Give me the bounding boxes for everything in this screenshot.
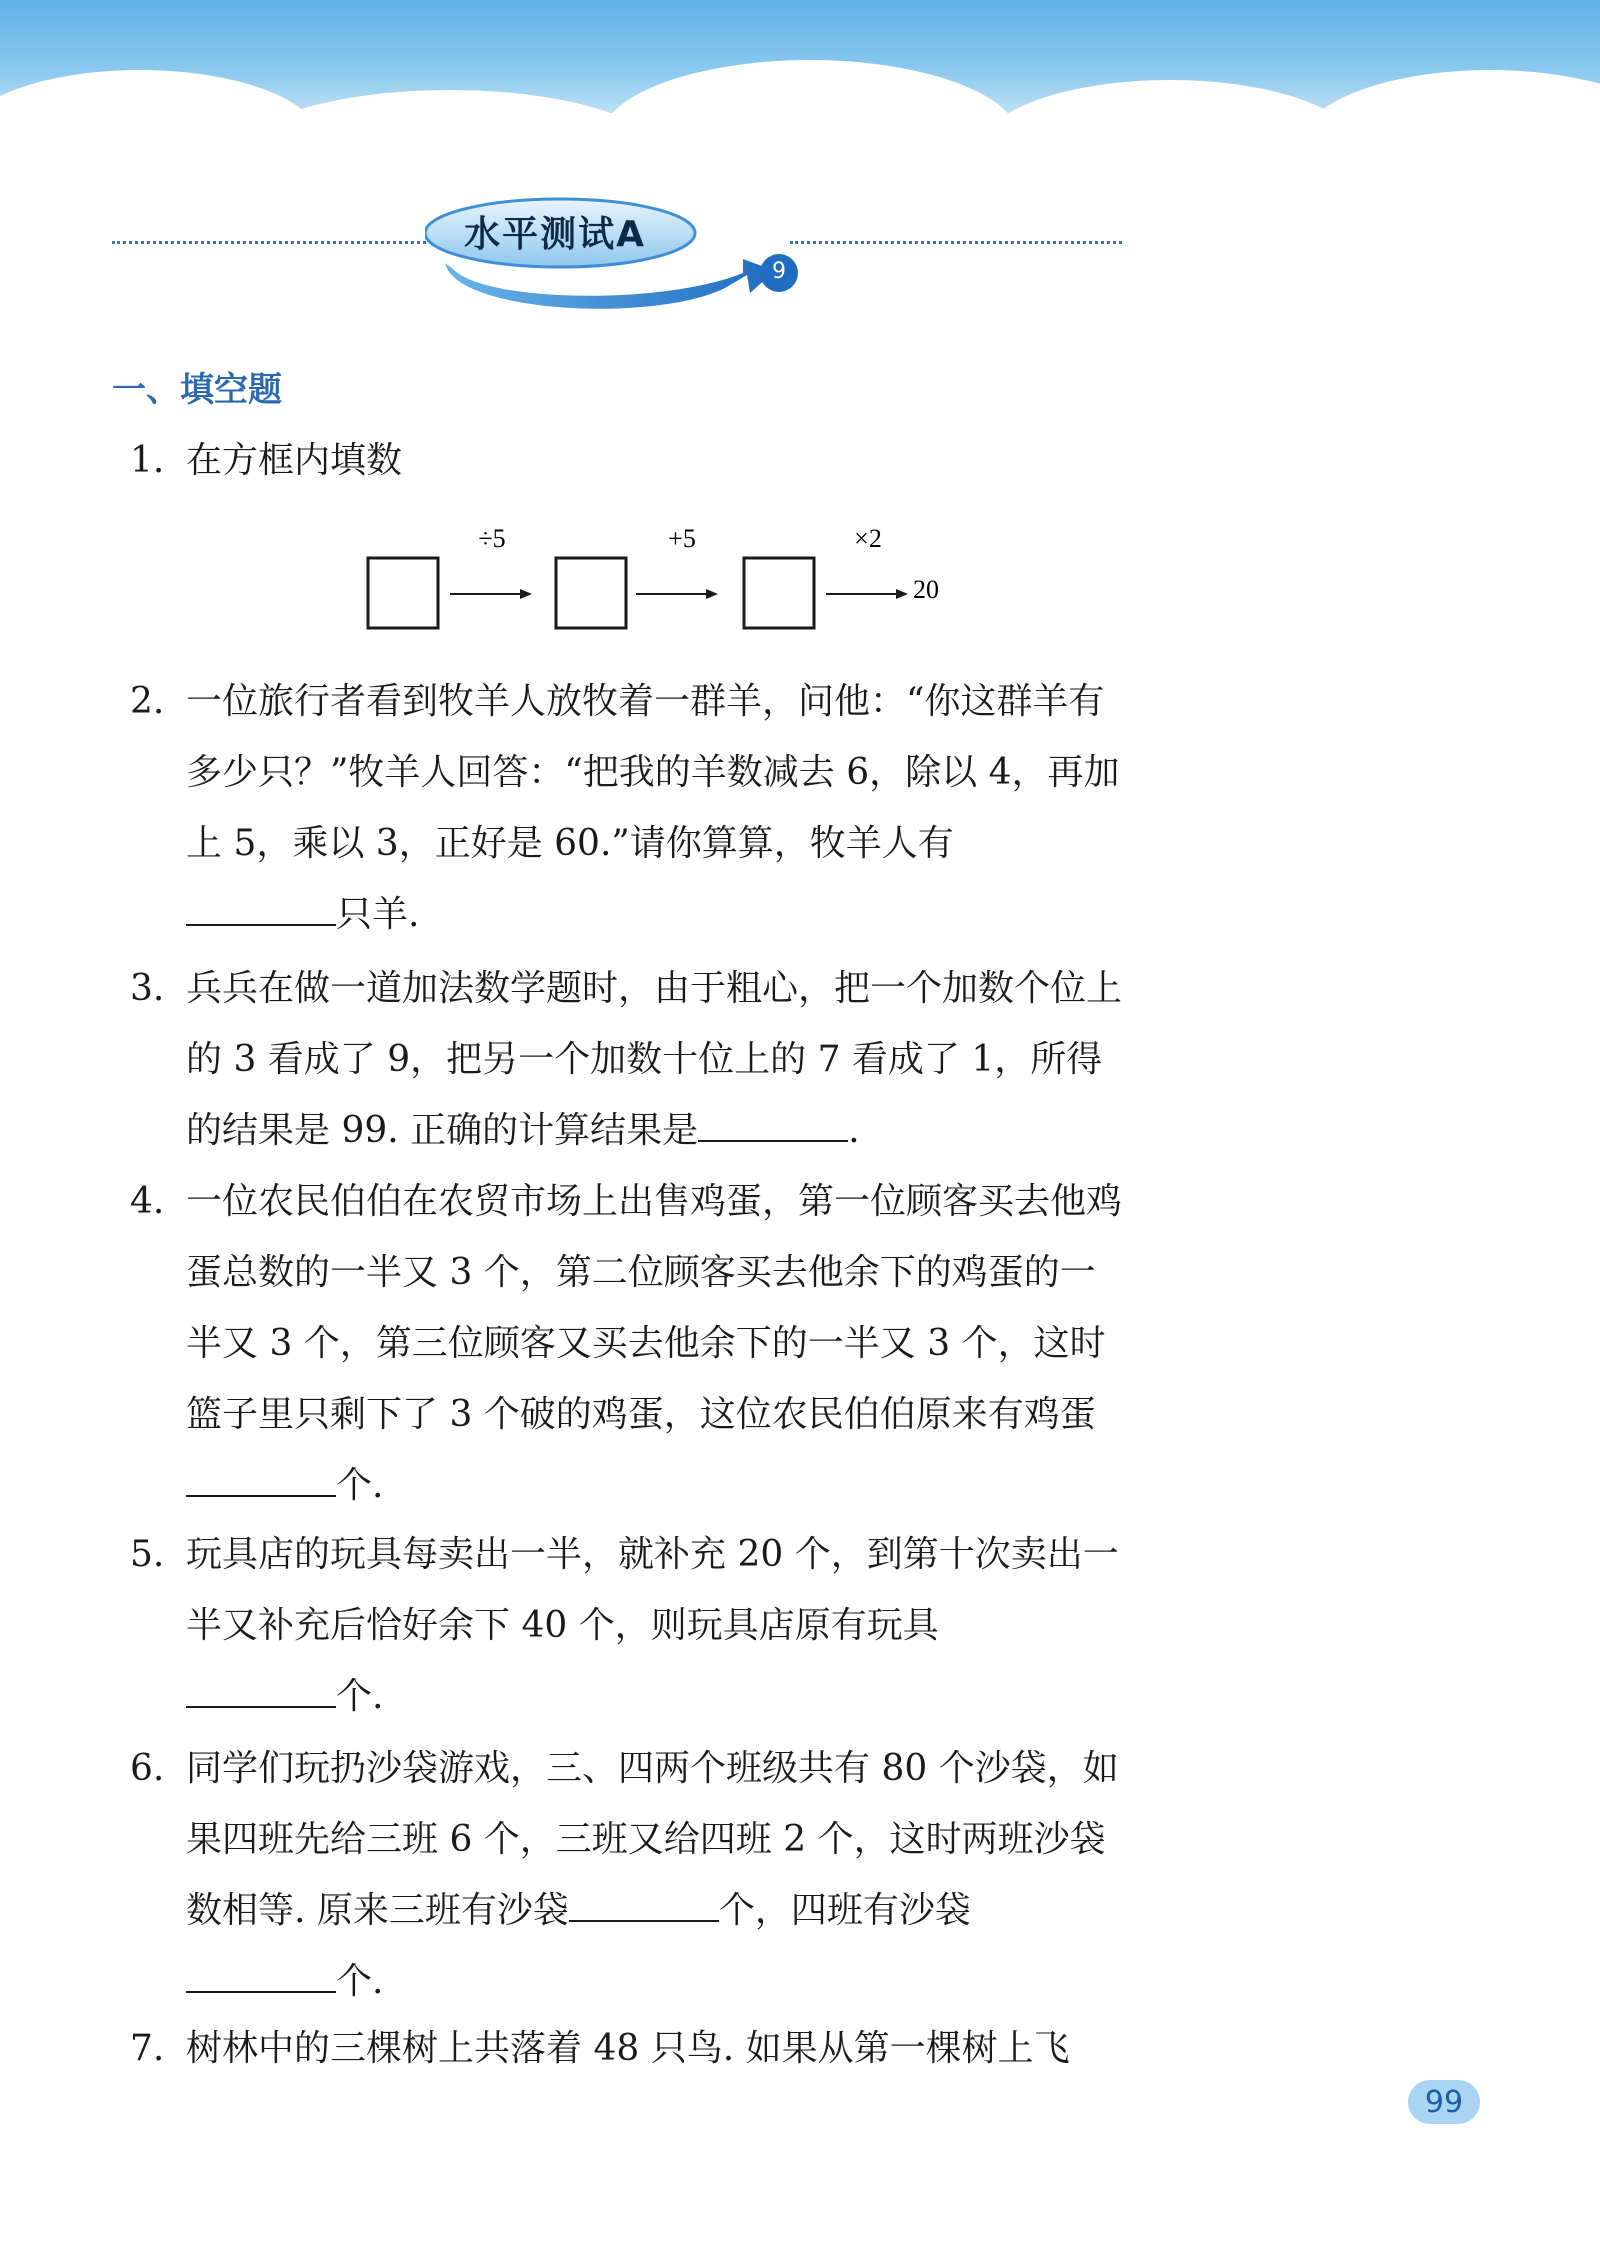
chapter-banner [0,175,1600,335]
question-number: 7. [130,2028,165,2069]
arrow-head [520,589,532,599]
dotted-rule-right [790,241,1122,244]
answer-blank[interactable] [698,1139,848,1142]
question-text: 树林中的三棵树上共落着 48 只鸟. 如果从第一棵树上飞 [186,2028,1070,2069]
answer-box-2 [556,558,626,628]
question-6 [130,1733,1130,2017]
question-text: 兵兵在做一道加法数学题时，由于粗心，把一个加数个位上的 3 看成了 9，把另一个加数十位上的 7 看成了 1，所得的结果是 99. 正确的计算结果是 . [186,968,1123,1151]
operation-label: ×2 [854,524,882,553]
operation-label: ÷5 [478,524,506,553]
question-number: 5. [130,1534,165,1575]
question-2 [130,666,1130,950]
operation-label: +5 [668,524,696,553]
chapter-number: 9 [772,258,786,284]
answer-blank[interactable] [186,1494,336,1497]
badge-title: 水平测试A [464,213,646,255]
question-number: 1. [130,440,165,481]
section-title: 一、填空题 [112,370,282,410]
question-text: 一位农民伯伯在农贸市场上出售鸡蛋，第一位顾客买去他鸡蛋总数的一半又 3 个，第二位顾客买去他余下的鸡蛋的一半又 3 个，第三位顾客又买去他余下的一半又 3 个，这时篮子里只剩下了 3 个破的鸡蛋，这位农民伯伯原来有鸡蛋个. [186,1181,1123,1506]
question-4 [130,1166,1130,1521]
arrow-head [706,589,718,599]
question-7 [130,2013,1130,2084]
answer-box-3 [744,558,814,628]
answer-blank[interactable] [186,1705,336,1708]
diagram-result: 20 [913,575,939,604]
fill-in-diagram [360,520,960,640]
title-badge [425,193,805,313]
question-text: 一位旅行者看到牧羊人放牧着一群羊，问他：“你这群羊有多少只？”牧羊人回答：“把我的羊数减去 6，除以 4，再加上 5，乘以 3，正好是 60.”请你算算，牧羊人有 只羊. [186,681,1120,935]
sky-header [0,0,1600,160]
question-number: 6. [130,1748,165,1789]
answer-blank[interactable] [569,1919,719,1922]
answer-box-1 [368,558,438,628]
question-number: 4. [130,1181,165,1222]
question-number: 3. [130,968,165,1009]
question-1 [130,425,1130,496]
dotted-rule-left [112,241,432,244]
question-3 [130,953,1130,1166]
question-5 [130,1519,1130,1732]
answer-blank[interactable] [186,923,336,926]
answer-blank[interactable] [186,1990,336,1993]
question-text: 玩具店的玩具每卖出一半，就补充 20 个，到第十次卖出一半又补充后恰好余下 40 个，则玩具店原有玩具 个. [186,1534,1119,1717]
arrow-head [896,589,908,599]
question-number: 2. [130,681,165,722]
question-text: 在方框内填数 [186,440,403,481]
question-text: 同学们玩扔沙袋游戏，三、四两个班级共有 80 个沙袋，如果四班先给三班 6 个，三班又给四班 2 个，这时两班沙袋数相等. 原来三班有沙袋 个，四班有沙袋 个. [186,1748,1119,2002]
page-number: 99 [1408,2080,1480,2124]
